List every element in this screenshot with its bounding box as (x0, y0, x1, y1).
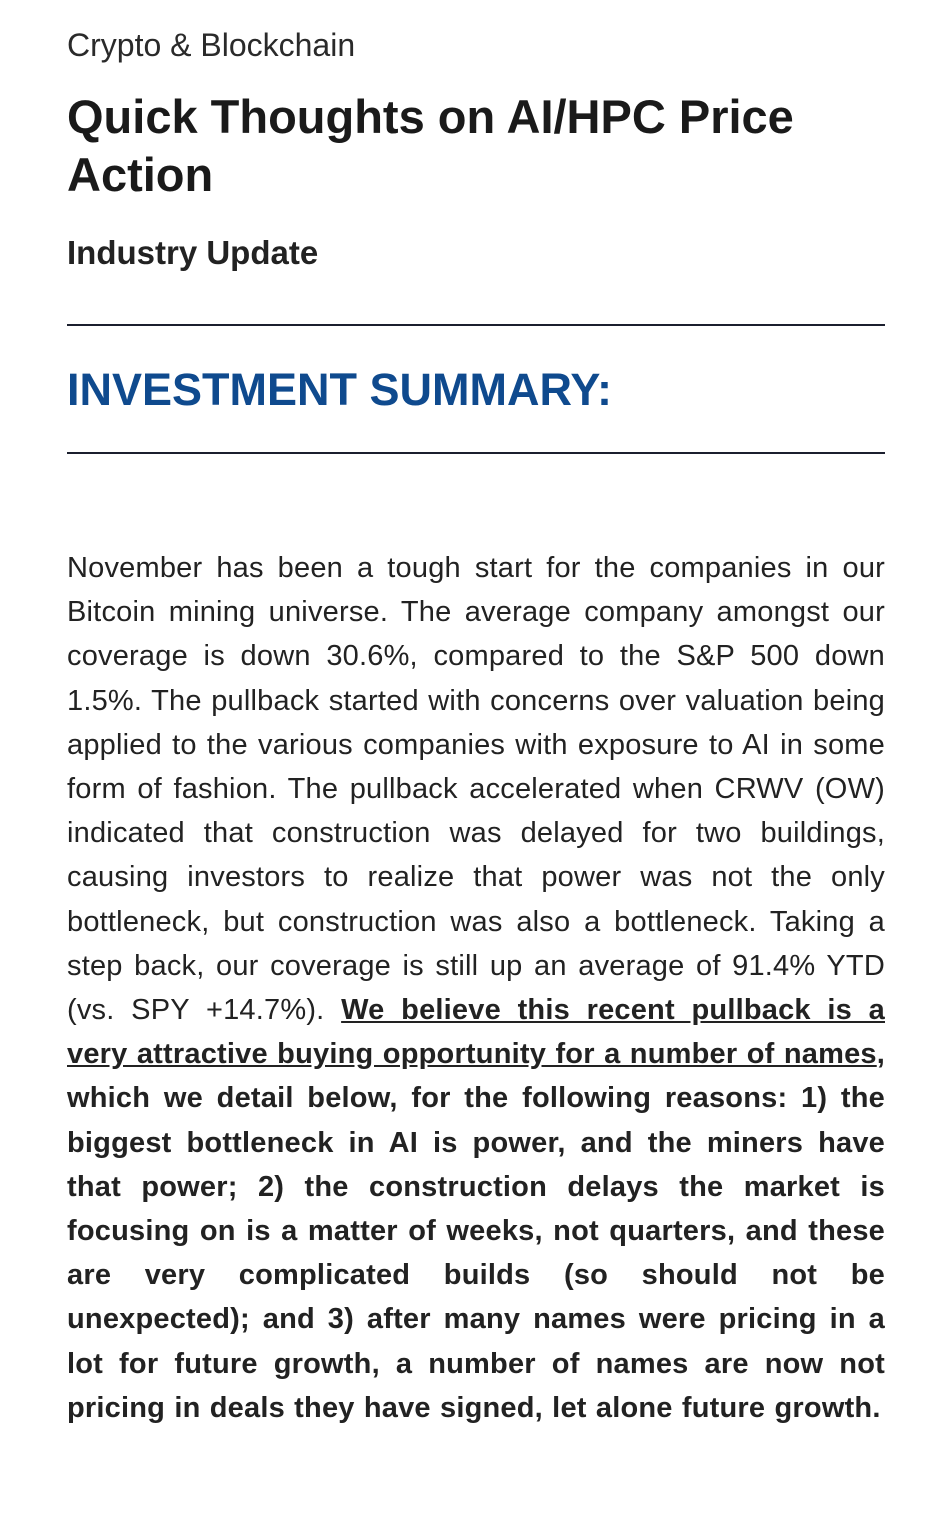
summary-reasons: , which we detail below, for the following reasons: 1) the biggest bottleneck in AI is power, and the miners have that power; 2) the construction delays the market is focusing on is a matter of weeks, not quarters, and these are very complicated builds (so should not be unexpected); and 3) after many names were pricing in a lot for future growth, a number of names are now not pricing in deals they have signed, let alone future growth. (67, 1038, 885, 1424)
report-title: Quick Thoughts on AI/HPC Price Action (67, 90, 794, 201)
bottom-divider (67, 452, 885, 454)
section-heading: INVESTMENT SUMMARY: (67, 364, 612, 415)
report-category: Crypto & Blockchain (67, 27, 356, 63)
document-type: Industry Update (67, 234, 319, 271)
investment-summary-paragraph (67, 546, 885, 1430)
summary-key-thesis: We believe this recent pullback is a very attractive buying opportunity for a number of names (67, 994, 885, 1071)
top-divider (67, 324, 885, 326)
summary-body-text: November has been a tough start for the companies in our Bitcoin mining universe. The average company amongst our coverage is down 30.6%, compared to the S&P 500 down 1.5%. The pullback started with concerns over valuation being applied to the various companies with exposure to AI in some form of fashion. The pullback accelerated when CRWV (OW) indicated that construction was delayed for two buildings, causing investors to realize that power was not the only bottleneck, but construction was also a bottleneck. Taking a step back, our coverage is still up an average of 91.4% YTD (vs. SPY +14.7%). (67, 552, 885, 1027)
